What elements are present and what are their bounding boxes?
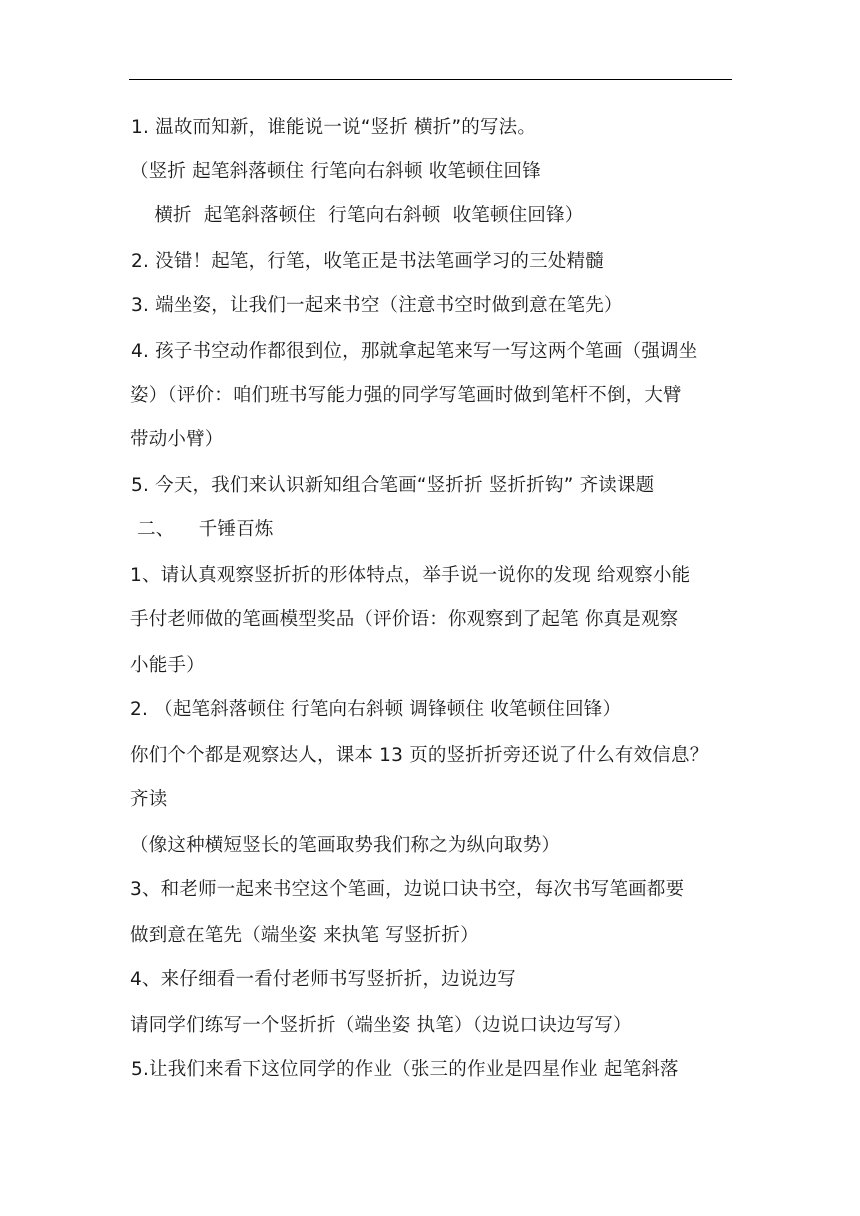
text-line-2: （竖折 起笔斜落顿住 行笔向右斜顿 收笔顿住回锋 <box>130 161 541 182</box>
text-line-8: 带动小臂） <box>130 429 224 450</box>
text-line-12: 手付老师做的笔画模型奖品（评价语：你观察到了起笔 你真是观察 <box>130 609 679 630</box>
text-line-13: 小能手） <box>130 655 205 676</box>
text-line-6: 4. 孩子书空动作都很到位，那就拿起笔来写一写这两个笔画（强调坐 <box>131 341 698 362</box>
text-line-15: 你们个个都是观察达人，课本 13 页的竖折折旁还说了什么有效信息？ <box>130 745 709 766</box>
text-line-17: （像这种横短竖长的笔画取势我们称之为纵向取势） <box>130 835 561 856</box>
text-line-19: 做到意在笔先（端坐姿 来执笔 写竖折折） <box>130 925 479 946</box>
text-line-16: 齐读 <box>130 789 168 810</box>
text-line-14: 2. （起笔斜落顿住 行笔向右斜顿 调锋顿住 收笔顿住回锋） <box>130 699 622 720</box>
section-heading: 二、 千锤百炼 <box>131 519 274 540</box>
text-line-9: 5. 今天，我们来认识新知组合笔画“竖折折 竖折折钩” 齐读课题 <box>131 475 655 496</box>
text-line-22: 5.让我们来看下这位同学的作业（张三的作业是四星作业 起笔斜落 <box>131 1059 679 1080</box>
text-line-4: 2. 没错！起笔，行笔，收笔正是书法笔画学习的三处精髓 <box>131 251 604 272</box>
text-line-11: 1、请认真观察竖折折的形体特点，举手说一说你的发现 给观察小能 <box>130 565 691 586</box>
text-line-20: 4、来仔细看一看付老师书写竖折折，边说边写 <box>130 969 516 990</box>
text-line-21: 请同学们练写一个竖折折（端坐姿 执笔）（边说口诀边写写） <box>130 1015 632 1036</box>
text-line-7: 姿）（评价：咱们班书写能力强的同学写笔画时做到笔杆不倒，大臂 <box>130 385 682 406</box>
text-line-18: 3、和老师一起来书空这个笔画，边说口诀书空，每次书写笔画都要 <box>130 879 685 900</box>
text-line-3: 横折 起笔斜落顿住 行笔向右斜顿 收笔顿住回锋） <box>130 205 584 226</box>
text-line-1: 1. 温故而知新，谁能说一说“竖折 横折”的写法。 <box>131 117 537 138</box>
text-line-5: 3. 端坐姿，让我们一起来书空（注意书空时做到意在笔先） <box>131 295 623 316</box>
